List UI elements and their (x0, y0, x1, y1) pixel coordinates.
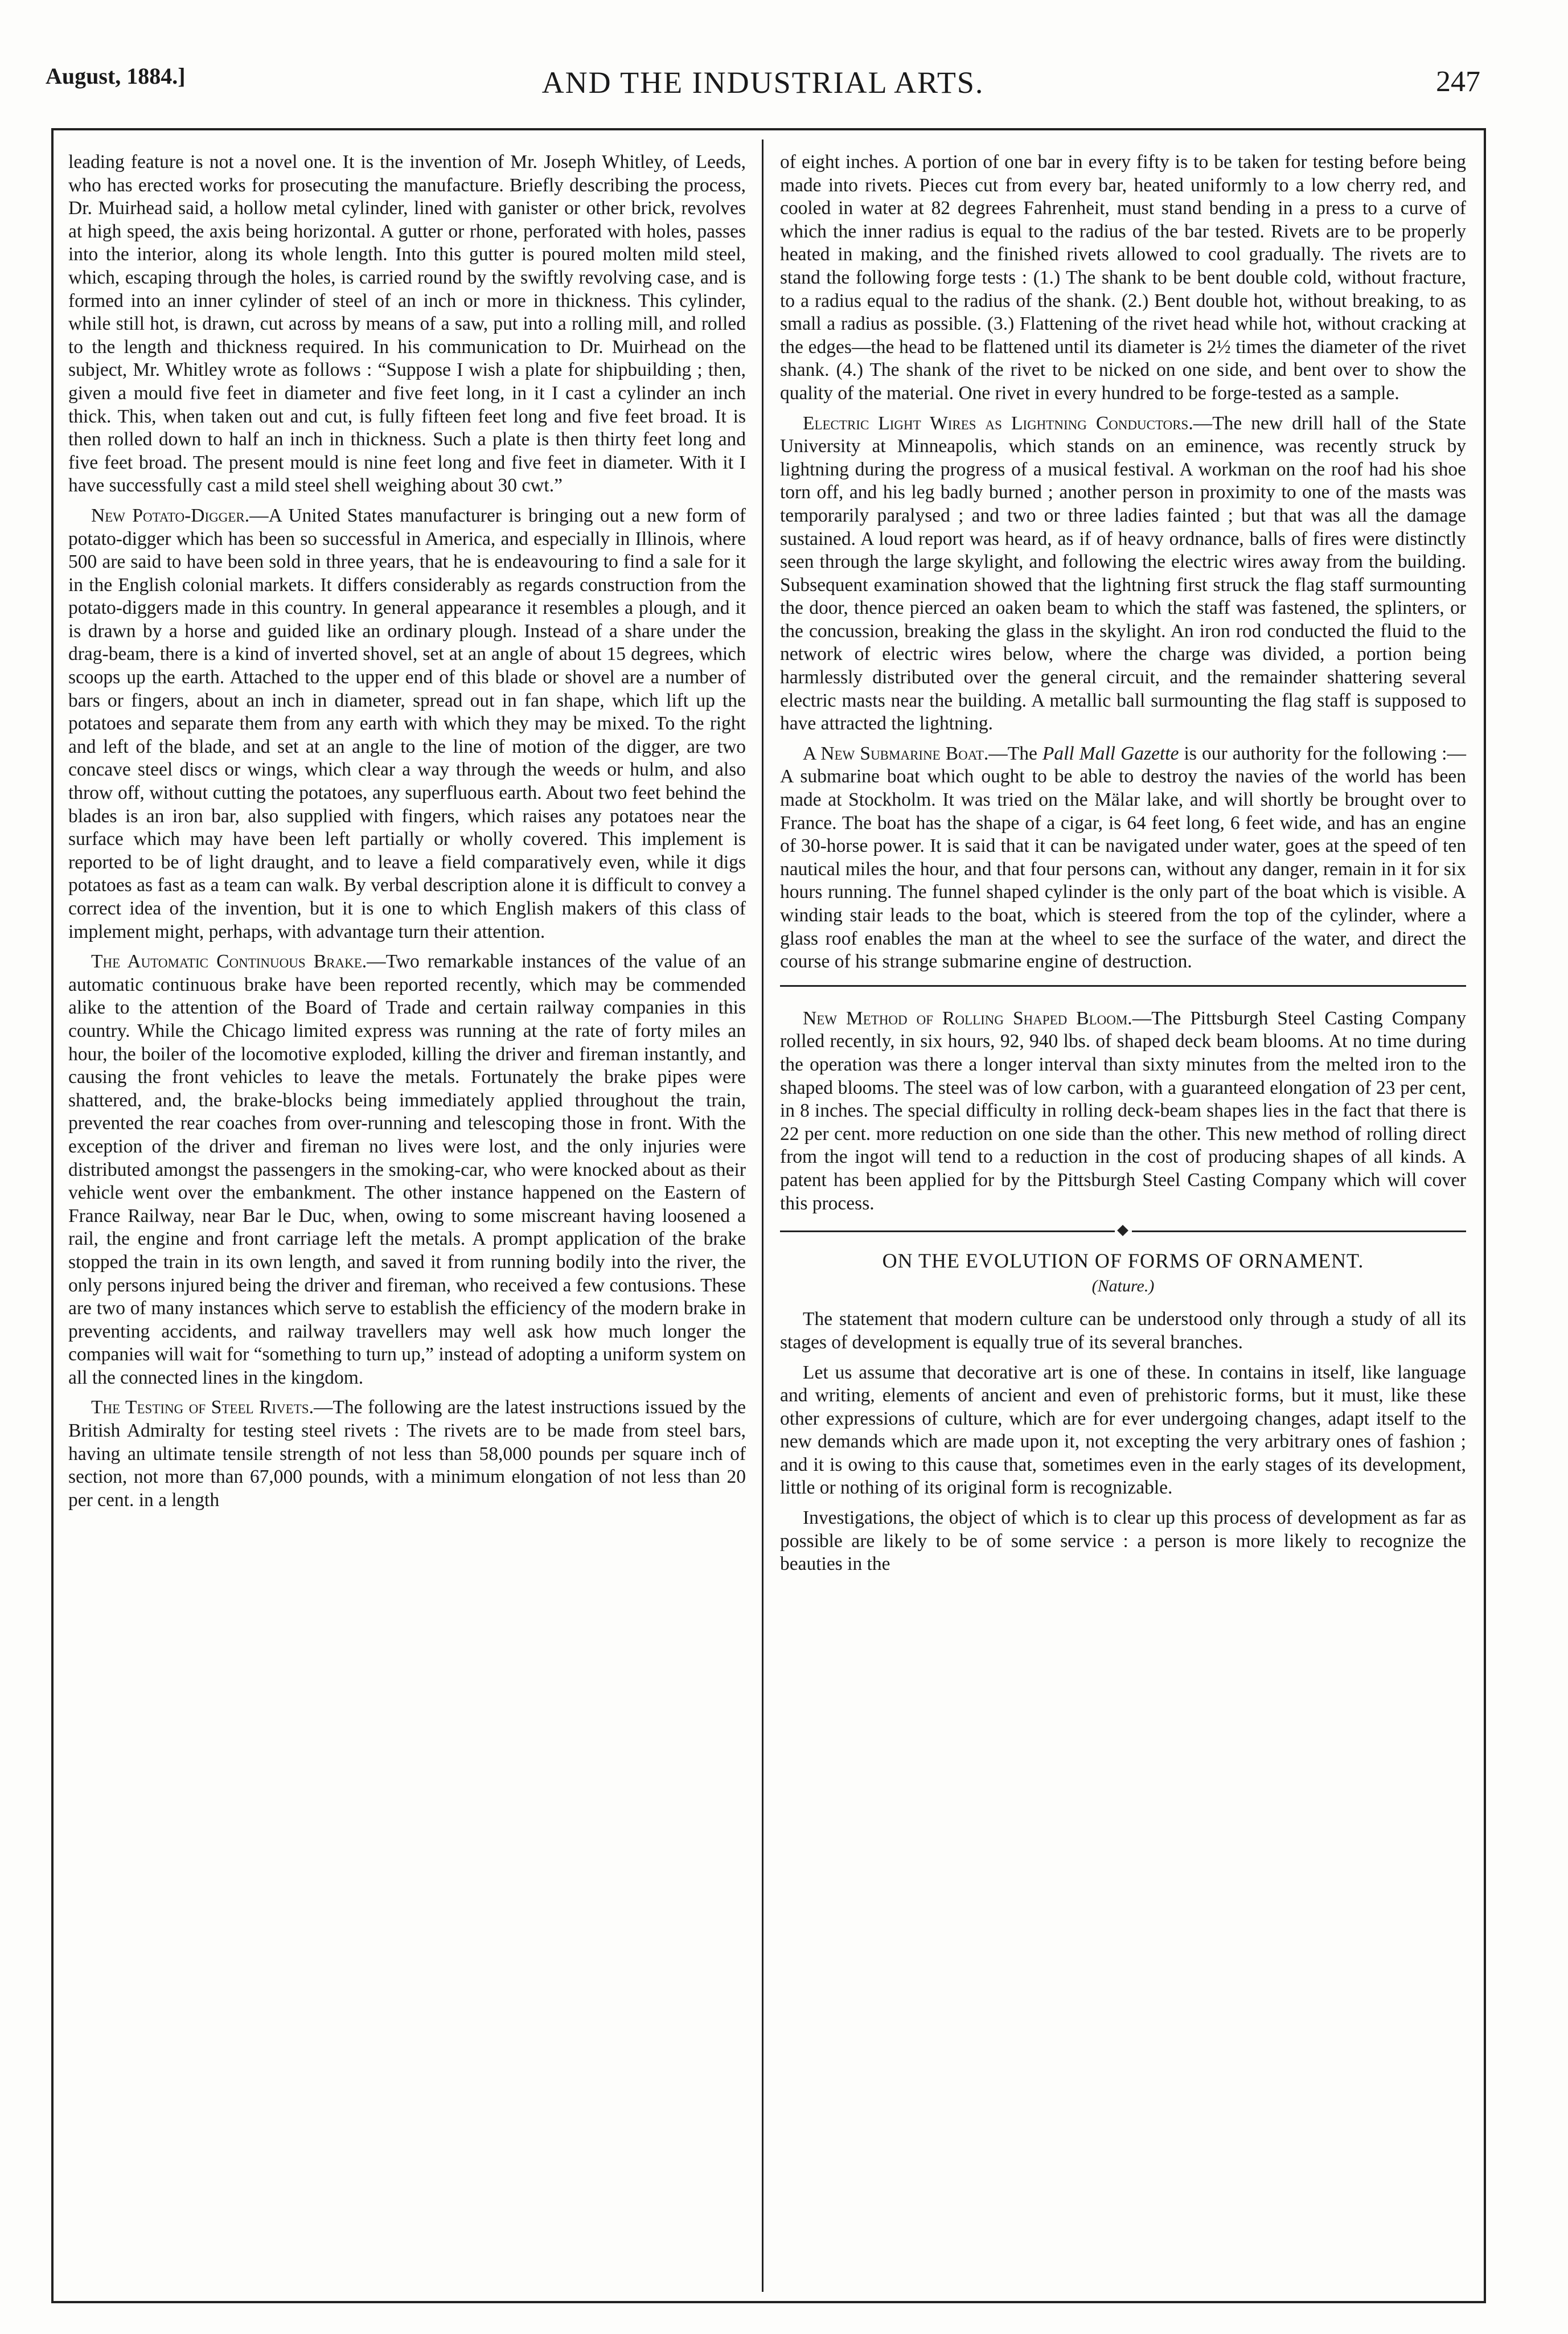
publication-name: Pall Mall Gazette (1042, 743, 1179, 764)
heading-lightning-conductors: Electric Light Wires as Lightning Conductors. (803, 412, 1193, 434)
text-automatic-brake: —Two remarkable instances of the value of an automatic continuous brake have been reported recently, which may be commended alike to the attention of the Board of Trade and certain railway companies in this country. While the Chicago limited express was running at the rate of forty miles an hour, the boiler of the locomotive exploded, killing the driver and fireman instantly, and causing the front vehicles to leave the metals. Fortunately the brake pipes were shattered, and, the brake-blocks being immediately applied throughout the train, prevented the rear coaches from over-running and telescoping those in front. With the exception of the driver and fireman no lives were lost, and the only injuries were distributed amongst the passengers in the smoking-car, who were knocked about as their vehicle went over the embankment. The other instance happened on the Eastern of France Railway, near Bar le Duc, when, owing to some miscreant having loosened a rail, the engine and front carriage left the metals. A prompt application of the brake stopped the train in its own length, and saved it from running bodily into the river, the only persons injured being the driver and fireman, who received a few contusions. These are two of many instances which serve to establish the efficiency of the modern brake in preventing accidents, and railway travellers may well ask how much longer the companies will wait for “something to turn up,” instead of adopting a uniform system on all the connected lines in the kingdom. (68, 951, 746, 1388)
paragraph-submarine-boat (780, 743, 1466, 974)
issue-date: August, 1884.] (46, 63, 186, 89)
article-source: (Nature.) (1091, 1276, 1155, 1295)
diamond-ornament-icon (1115, 1227, 1132, 1236)
heading-automatic-brake: The Automatic Continuous Brake. (91, 951, 367, 973)
journal-title: AND THE INDUSTRIAL ARTS. (541, 65, 984, 100)
paragraph-lightning-conductors (780, 412, 1466, 736)
paragraph-rolling-bloom (780, 1007, 1466, 1215)
heading-steel-rivets: The Testing of Steel Rivets. (91, 1397, 314, 1418)
heading-rolling-bloom: New Method of Rolling Shaped Bloom. (803, 1007, 1132, 1029)
frame-top-rule (51, 128, 1486, 130)
paragraph-potato-digger (68, 504, 746, 944)
right-column (780, 151, 1466, 1583)
page-number: 247 (1436, 65, 1480, 98)
text-steel-rivets: —The following are the latest instructions issued by the British Admiralty for testing steel rivets : The rivets are to be made from steel bars, having an ultimate tensile strength of not less than 58,000 pounds per square inch of section, not more than 67,000 pounds, with a minimum elongation of not less than 20 per cent. in a length (68, 1397, 746, 1511)
frame-bottom-rule (51, 2301, 1486, 2303)
text-submarine-pre: —The (988, 743, 1042, 764)
section-divider (780, 985, 1466, 987)
text-potato-digger: —A United States manufacturer is bringing out a new form of potato-digger which has been so successful in America, and especially in Illinois, where 500 are said to have been sold in three years, that he is endeavouring to find a sale for it in the English colonial markets. It differs considerably as regards construction from the potato-diggers made in this country. In general appearance it resembles a plough, and it is drawn by a horse and guided like an ordinary plough. Instead of a share under the drag-beam, there is a kind of inverted shovel, set at an angle of about 15 degrees, which scoops up the earth. Attached to the upper end of this blade or shovel are a number of bars or fingers, about an inch in diameter, spread out in fan shape, which lift up the potatoes and separate them from any earth with which they may be mixed. To the right and left of the blade, and set at an angle to the line of motion of the digger, are two concave steel discs or wings, which clear a way through the weeds or hulm, and also throw off, without cutting the potatoes, any superfluous earth. About two feet behind the blades is an iron bar, also supplied with fingers, which raises any potatoes near the surface which may have been left partially or wholly covered. This implement is reported to be of light draught, and to leave a field comparatively even, while it digs potatoes as fast as a team can walk. By verbal description alone it is difficult to convey a correct idea of the invention, but it is one to which English makers of this class of implement might, perhaps, with advantage turn their attention. (68, 504, 746, 942)
page-header (46, 63, 1480, 114)
paragraph-rivets-continued: of eight inches. A portion of one bar in every fifty is to be taken for testing before being made into rivets. Pieces cut from every bar, heated uniformly to a low cherry red, and cooled in water at 82 degrees Fahrenheit, must stand bending in a press to a curve of which the inner radius is equal to the radius of the bar tested. Rivets are to be properly heated in making, and the finished rivets allowed to cool gradually. The rivets are to stand the following forge tests : (1.) The shank to be bent double cold, without fracture, to a radius equal to the radius of the shank. (2.) Bent double hot, without breaking, to as small a radius as possible. (3.) Flattening of the rivet head while hot, without cracking at the edges—the head to be flattened until its diameter is 2½ times the diameter of the rivet shank. (4.) The shank of the rivet to be nicked on one side, and bent over to show the quality of the material. One rivet in every hundred to be forge-tested as a sample. (780, 151, 1466, 404)
frame-left-rule (51, 128, 54, 2303)
article-title: ON THE EVOLUTION OF FORMS OF ORNAMENT. (882, 1249, 1364, 1273)
heading-submarine-boat: A New Submarine Boat. (803, 743, 989, 764)
frame-right-rule (1484, 128, 1486, 2303)
left-column (68, 151, 746, 1519)
text-rolling-bloom: —The Pittsburgh Steel Casting Company rolled recently, in six hours, 92, 940 lbs. of shaped deck beam blooms. At no time during the operation was there a longer interval than sixty minutes from the melted iron to the shaped blooms. The steel was of low carbon, with a guaranteed elongation of 23 per cent, in 8 inches. The special difficulty in rolling deck-beam shapes lies in the fact that there is 22 per cent. more reduction on one side than the other. This new method of rolling direct from the ingot will tend to a reduction in the cost of producing shapes of all kinds. A patent has been applied for by the Pittsburgh Steel Casting Company which will cover this process. (780, 1007, 1466, 1214)
text-lightning-conductors: —The new drill hall of the State University at Minneapolis, which stands on an eminence, was recently struck by lightning during the progress of a musical festival. A workman on the roof had his shoe torn off, and his leg badly burned ; another person in proximity to one of the masts was temporarily paralysed ; and two or three ladies fainted ; but that was all the damage sustained. A loud report was heard, as if of heavy ordnance, balls of fires were distinctly seen through the large skylight, and following the electric wires away from the building. Subsequent examination showed that the lightning first struck the flag staff surmounting the door, thence pierced an oaken beam to which the staff was fastened, the splinters, or the concussion, breaking the glass in the skylight. An iron rod conducted the fluid to the network of electric wires below, where the charge was divided, a portion being harmlessly distributed over the general circuit, and the remainder shattering several electric masts near the building. A metallic ball surmounting the flag staff is supposed to have attracted the lightning. (780, 412, 1466, 735)
paragraph-ornament-1: The statement that modern culture can be understood only through a study of all its stages of development is equally true of its several branches. (780, 1308, 1466, 1353)
text-frame (51, 128, 1486, 2303)
paragraph-ornament-3: Investigations, the object of which is to clear up this process of development as far as possible are likely to be of some service : a person is more likely to recognize the beauties in the (780, 1507, 1466, 1575)
ornamental-divider (780, 1227, 1466, 1236)
column-divider (762, 140, 764, 2292)
paragraph-steel-rivets (68, 1396, 746, 1512)
paragraph-automatic-brake (68, 950, 746, 1389)
heading-potato-digger: New Potato-Digger. (91, 504, 250, 526)
text-submarine-boat: is our authority for the following :—A submarine boat which ought to be able to destroy the navies of the world has been made at Stockholm. It was tried on the Mälar lake, and will shortly be brought over to France. The boat has the shape of a cigar, is 64 feet long, 6 feet wide, and has an engine of 30-horse power. It is said that it can be navigated under water, goes at the speed of ten nautical miles the hour, and that four persons can, without any danger, remain in it for six hours running. The funnel shaped cylinder is the only part of the boat which is visible. A winding stair leads to the boat, which is steered from the top of the cylinder, where a glass roof enables the man at the wheel to see the surface of the water, and direct the course of his strange submarine engine of destruction. (780, 743, 1466, 973)
paragraph-whitley-process: leading feature is not a novel one. It is the invention of Mr. Joseph Whitley, of Leeds, who has erected works for prosecuting the manufacture. Briefly describing the process, Dr. Muirhead said, a hollow metal cylinder, lined with ganister or other brick, revolves at high speed, the axis being horizontal. A gutter or rhone, perforated with holes, passes into the interior, along its whole length. Into this gutter is poured molten mild steel, which, escaping through the holes, is carried round by the swiftly revolving case, and is formed into an inner cylinder of steel of an inch or more in thickness. This cylinder, while still hot, is drawn, cut across by means of a saw, put into a rolling mill, and rolled to the length and thickness required. In his communication to Dr. Muirhead on the subject, Mr. Whitley wrote as follows : “Suppose I wish a plate for shipbuilding ; then, given a mould five feet in diameter and five feet long, in it I cast a cylinder an inch thick. This, when taken out and cut, is fully fifteen feet long and five feet broad. It is then rolled down to half an inch in thickness. Such a plate is then thirty feet long and five feet broad. The present mould is nine feet long and five feet in diameter. With it I have successfully cast a mild steel shell weighing about 30 cwt.” (68, 151, 746, 497)
paragraph-ornament-2: Let us assume that decorative art is one of these. In contains in itself, like language and writing, elements of ancient and even of prehistoric forms, but it must, like these other expressions of culture, which are for ever undergoing changes, adapt itself to the new demands which are made upon it, not excepting the very arbitrary ones of fashion ; and it is owing to this cause that, sometimes even in the early stages of its development, little or nothing of its original form is recognizable. (780, 1361, 1466, 1499)
